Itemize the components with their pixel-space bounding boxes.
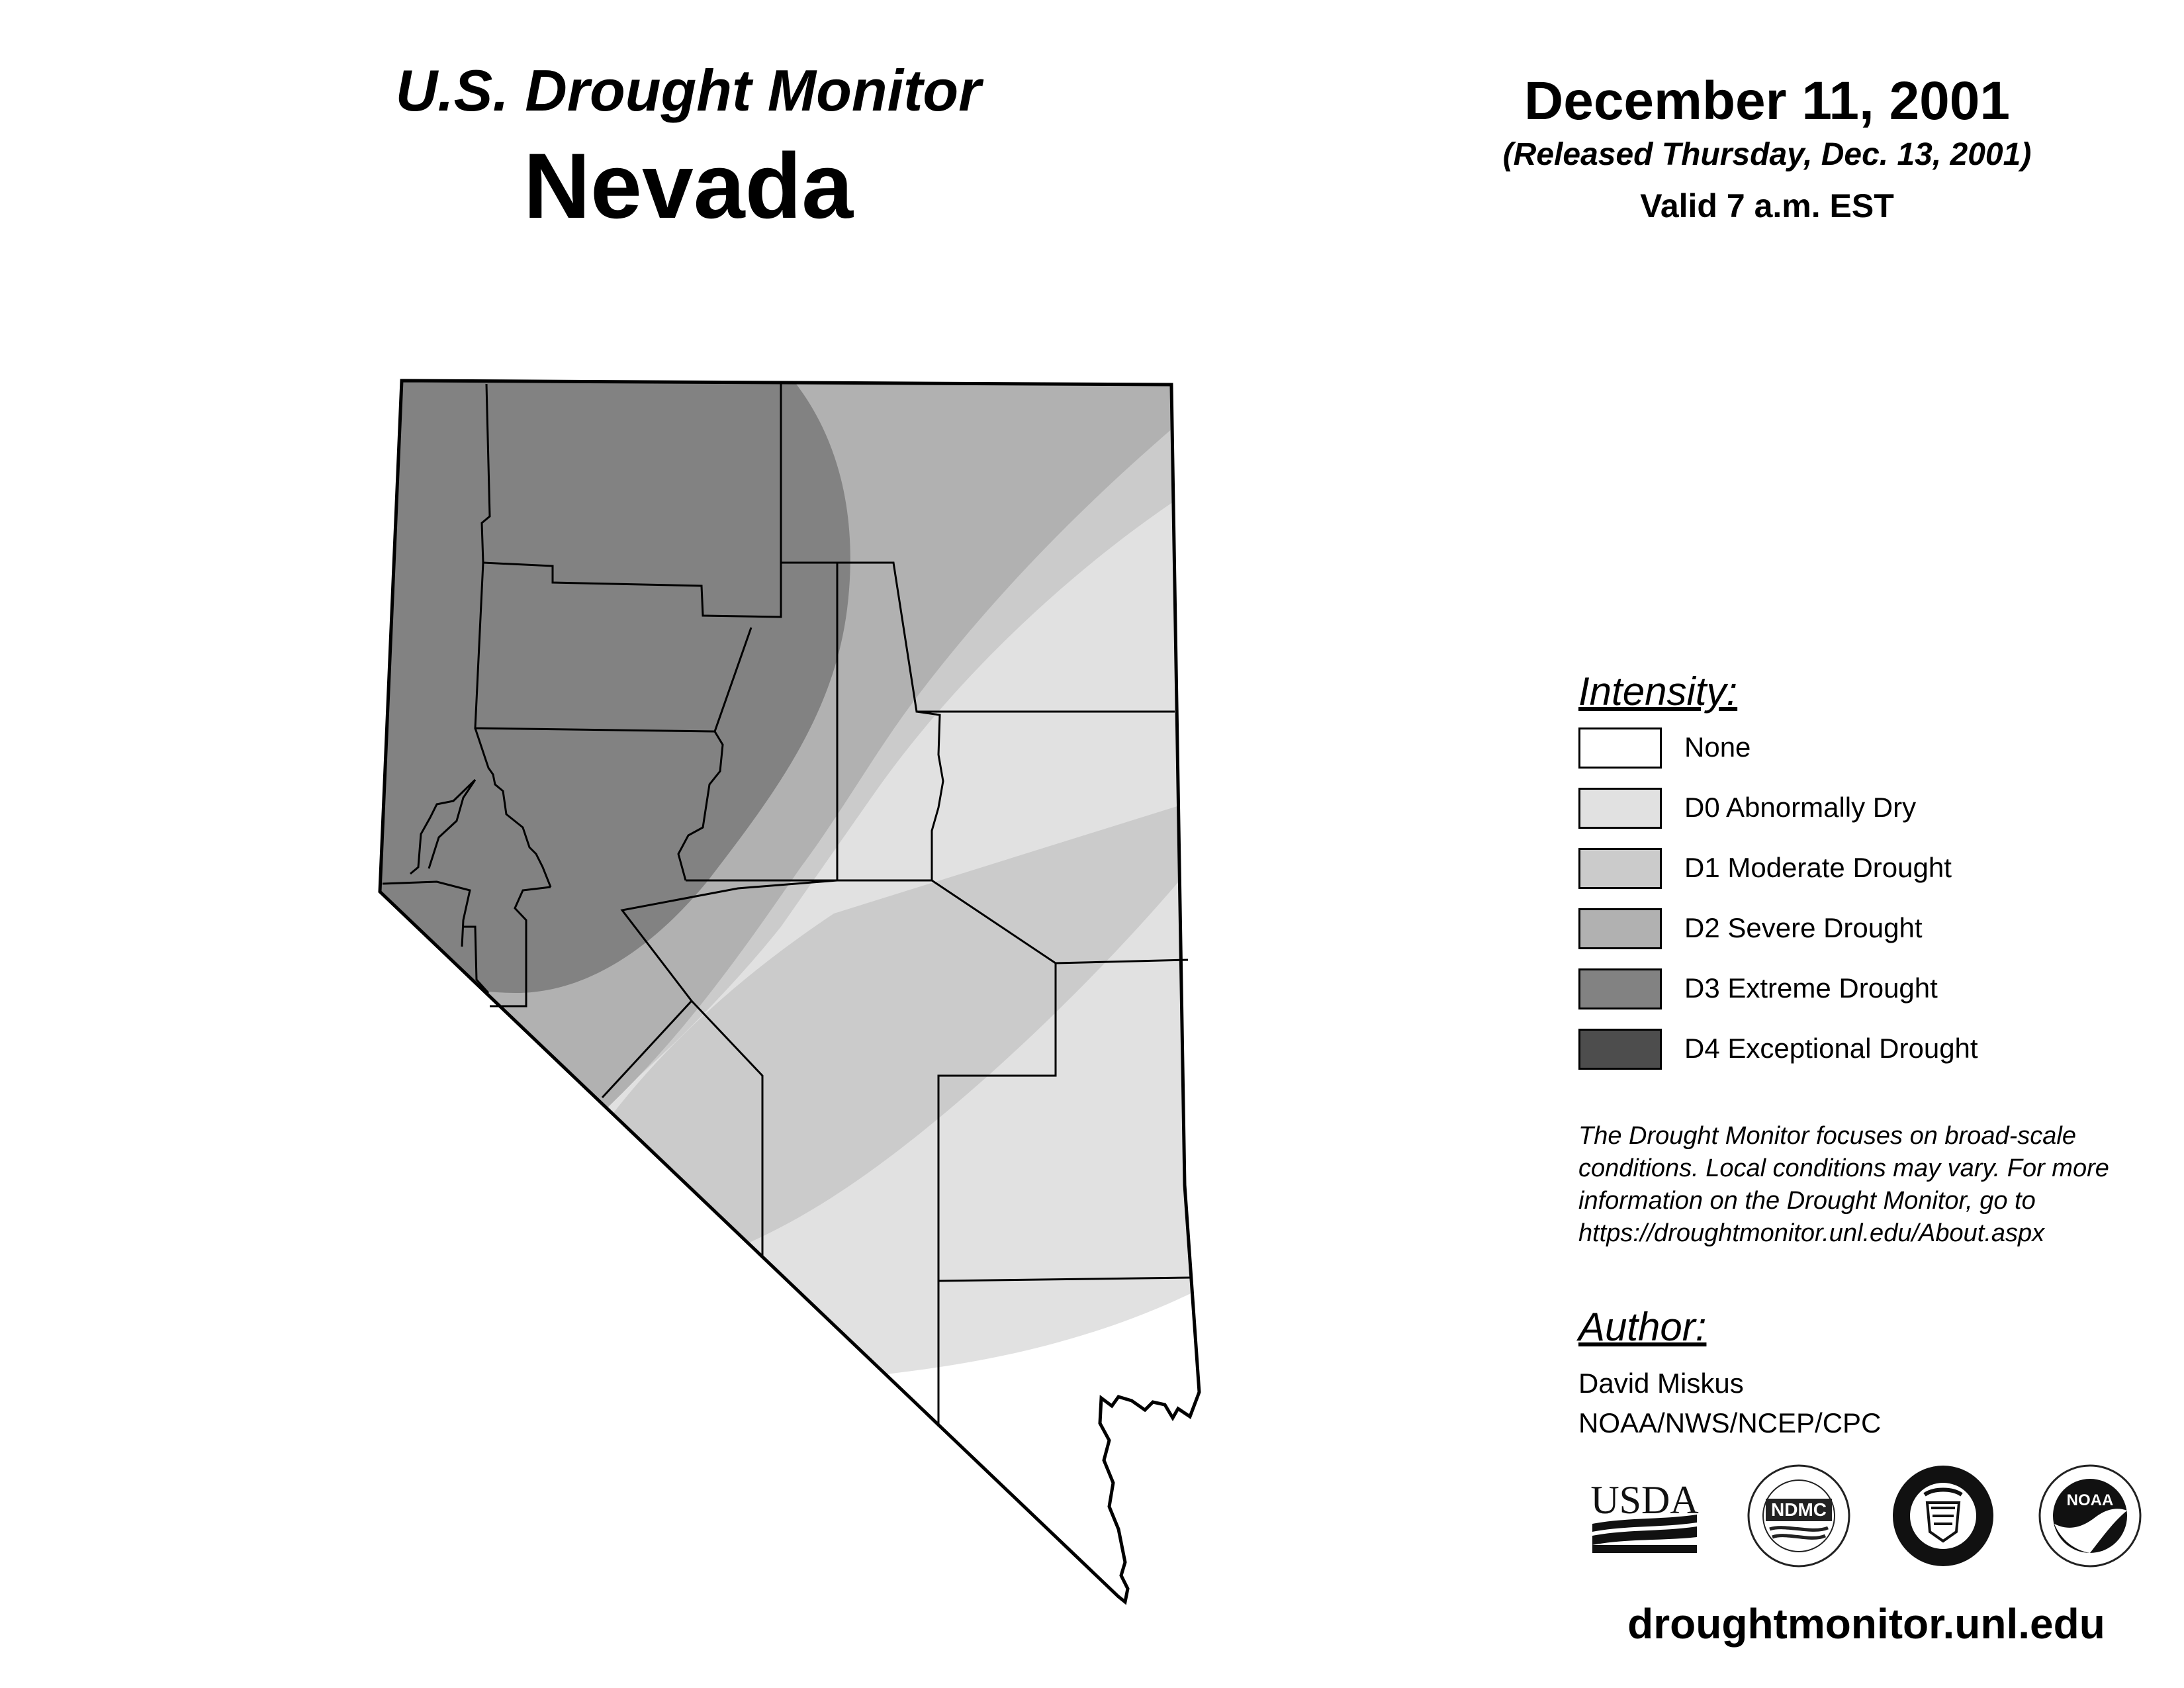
legend-label: D3 Extreme Drought: [1684, 972, 1938, 1004]
legend: [1578, 669, 2174, 1089]
usda-logo-text: USDA: [1590, 1478, 1699, 1522]
ndmc-logo-text: NDMC: [1771, 1499, 1827, 1520]
legend-label: D1 Moderate Drought: [1684, 852, 1952, 883]
legend-item-d1: [1578, 848, 2174, 908]
author-title: Author:: [1578, 1305, 1707, 1349]
drought-areas: [331, 331, 1257, 1655]
legend-swatch: [1578, 968, 1662, 1009]
usda-logo: [1588, 1476, 1701, 1556]
noaa-logo-text: NOAA: [2066, 1491, 2114, 1509]
logos: [1588, 1476, 2171, 1589]
map-date: December 11, 2001: [1524, 71, 2010, 131]
disclaimer-link[interactable]: https://droughtmonitor.unl.edu/About.aspx: [1578, 1219, 2045, 1247]
legend-swatch: [1578, 908, 1662, 949]
noaa-logo: [2037, 1463, 2143, 1569]
legend-swatch: [1578, 788, 1662, 829]
valid-time: Valid 7 a.m. EST: [1640, 187, 1894, 224]
legend-item-none: [1578, 727, 2174, 788]
commerce-department-seal: [1890, 1463, 1996, 1569]
legend-title: Intensity:: [1578, 669, 1738, 714]
ndmc-logo: [1746, 1463, 1852, 1569]
disclaimer-text: [1578, 1120, 2174, 1250]
legend-swatch: [1578, 727, 1662, 769]
legend-item-d2: [1578, 908, 2174, 968]
footer-url[interactable]: droughtmonitor.unl.edu: [1627, 1600, 2105, 1648]
legend-label: D2 Severe Drought: [1684, 912, 1923, 943]
author-org: NOAA/NWS/NCEP/CPC: [1578, 1407, 1882, 1438]
legend-item-d4: [1578, 1029, 2174, 1089]
legend-label: D4 Exceptional Drought: [1684, 1033, 1978, 1064]
disclaimer-line: conditions. Local conditions may vary. For more: [1578, 1154, 2109, 1182]
disclaimer-line: information on the Drought Monitor, go to: [1578, 1187, 2036, 1215]
map-title: U.S. Drought Monitor: [395, 58, 981, 123]
legend-swatch: [1578, 1029, 1662, 1070]
disclaimer-line: The Drought Monitor focuses on broad-scale: [1578, 1122, 2076, 1150]
author-name: David Miskus: [1578, 1368, 1744, 1399]
map-region-title: Nevada: [523, 134, 854, 238]
release-date: (Released Thursday, Dec. 13, 2001): [1502, 137, 2032, 172]
legend-item-d3: [1578, 968, 2174, 1029]
legend-swatch: [1578, 848, 1662, 889]
legend-label: None: [1684, 731, 1751, 763]
legend-label: D0 Abnormally Dry: [1684, 792, 1917, 823]
legend-item-d0: [1578, 788, 2174, 848]
